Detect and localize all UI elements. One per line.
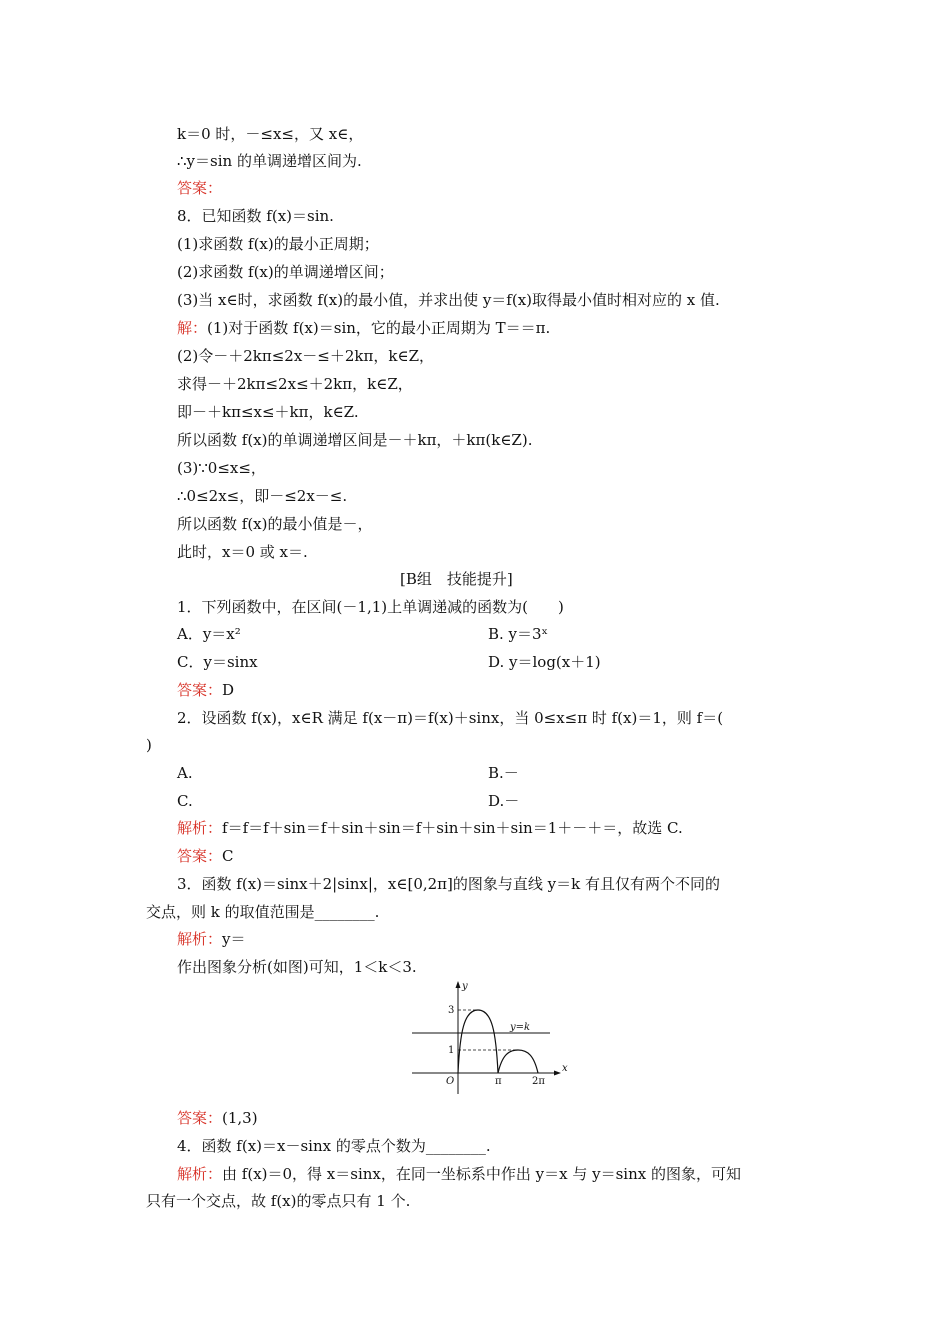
text-line: 即－＋kπ≤x≤＋kπ，k∈Z. (177, 403, 359, 421)
question-2-analysis (177, 818, 683, 838)
answer-label: 答案： (177, 179, 223, 197)
question-3-answer (177, 1108, 258, 1128)
question-1-stem: 1．下列函数中，在区间(－1,1)上单调递减的函数为( ) (177, 598, 564, 616)
answer-label: 答案： (177, 681, 223, 699)
solution-line (177, 318, 550, 338)
text-line: 求得－＋2kπ≤2x≤＋2kπ，k∈Z， (177, 375, 413, 393)
question-2-option-d: D.－ (488, 792, 520, 810)
analysis-label: 解析： (177, 930, 223, 948)
question-1-option-d: D. y＝log(x＋1) (488, 653, 601, 671)
tick-label-pi: π (495, 1076, 502, 1087)
line-label: y=k (510, 1022, 531, 1033)
answer-value: C (222, 847, 234, 865)
curve-segment-1 (458, 1010, 498, 1073)
solution-label: 解： (177, 319, 208, 337)
solution-text: (1)对于函数 f(x)＝sin，它的最小正周期为 T＝＝π. (207, 319, 551, 337)
x-axis-arrow (554, 1071, 561, 1076)
question-2-option-b: B.－ (488, 764, 519, 782)
answer-value: (1,3) (222, 1109, 258, 1127)
question-3-stem: 3．函数 f(x)＝sinx＋2|sinx|，x∈[0,2π]的图象与直线 y＝k 有且仅有两个不同的 (177, 875, 720, 893)
y-axis-arrow (456, 981, 461, 988)
question-3-analysis (177, 929, 246, 949)
question-1-answer (177, 680, 234, 700)
answer-label: 答案： (177, 847, 223, 865)
text-line: 所以函数 f(x)的最小值是－， (177, 515, 373, 533)
analysis-text: y＝ (222, 930, 246, 948)
question-8-stem: 8．已知函数 f(x)＝sin. (177, 207, 334, 225)
question-3-analysis-cont: 作出图象分析(如图)可知，1＜k＜3. (177, 958, 417, 976)
y-axis-label: y (462, 981, 468, 992)
tick-label-3: 3 (448, 1005, 455, 1016)
answer-label: 答案： (177, 1109, 223, 1127)
text-line: (2)令－＋2kπ≤2x－≤＋2kπ，k∈Z， (177, 347, 434, 365)
question-2-stem: 2．设函数 f(x)，x∈R 满足 f(x－π)＝f(x)＋sinx，当 0≤x≤π 时 f(x)＝1，则 f＝( (177, 709, 724, 727)
curve-segment-2 (498, 1050, 538, 1073)
question-2-option-a: A. (177, 764, 193, 782)
section-title: [B组 技能提升] (400, 570, 513, 588)
question-8-part-3: (3)当 x∈时，求函数 f(x)的最小值，并求出使 y＝f(x)取得最小值时相对应的 x 值. (177, 291, 720, 309)
question-2-stem-cont: ) (146, 736, 152, 754)
question-8-part-2: (2)求函数 f(x)的单调递增区间； (177, 263, 394, 281)
origin-label: O (446, 1076, 455, 1087)
tick-label-2pi: 2π (532, 1076, 545, 1087)
question-1-option-a: A．y＝x² (177, 625, 241, 643)
text-line: 此时，x＝0 或 x＝. (177, 543, 308, 561)
text-line: k＝0 时，－≤x≤，又 x∈， (177, 125, 364, 143)
x-axis-label: x (562, 1063, 568, 1074)
question-4-analysis-cont: 只有一个交点，故 f(x)的零点只有 1 个. (146, 1192, 411, 1210)
text-line: ∴y＝sin 的单调递增区间为. (177, 152, 362, 170)
answer-value: D (222, 681, 235, 699)
question-1-option-c: C．y＝sinx (177, 653, 258, 671)
question-8-part-1: (1)求函数 f(x)的最小正周期； (177, 235, 379, 253)
question-4-stem: 4．函数 f(x)＝x－sinx 的零点个数为________. (177, 1137, 491, 1155)
analysis-text: f＝f＝f＋sin＝f＋sin＋sin＝f＋sin＋sin＋sin＝1＋－＋＝，故选 C. (222, 819, 683, 837)
question-2-option-c: C. (177, 792, 193, 810)
question-2-answer (177, 846, 234, 866)
analysis-text: 由 f(x)＝0，得 x＝sinx，在同一坐标系中作出 y＝x 与 y＝sinx 的图象，可知 (222, 1165, 741, 1183)
question-3-stem-cont: 交点，则 k 的取值范围是________. (146, 903, 380, 921)
text-line: 所以函数 f(x)的单调递增区间是－＋kπ，＋kπ(k∈Z). (177, 431, 533, 449)
question-4-analysis (177, 1164, 741, 1184)
text-line: ∴0≤2x≤，即－≤2x－≤. (177, 487, 348, 505)
function-graph-figure (410, 980, 570, 1096)
question-1-option-b: B. y＝3ˣ (488, 625, 548, 643)
analysis-label: 解析： (177, 819, 223, 837)
tick-label-1: 1 (448, 1045, 455, 1056)
analysis-label: 解析： (177, 1165, 223, 1183)
text-line: (3)∵0≤x≤， (177, 459, 266, 477)
